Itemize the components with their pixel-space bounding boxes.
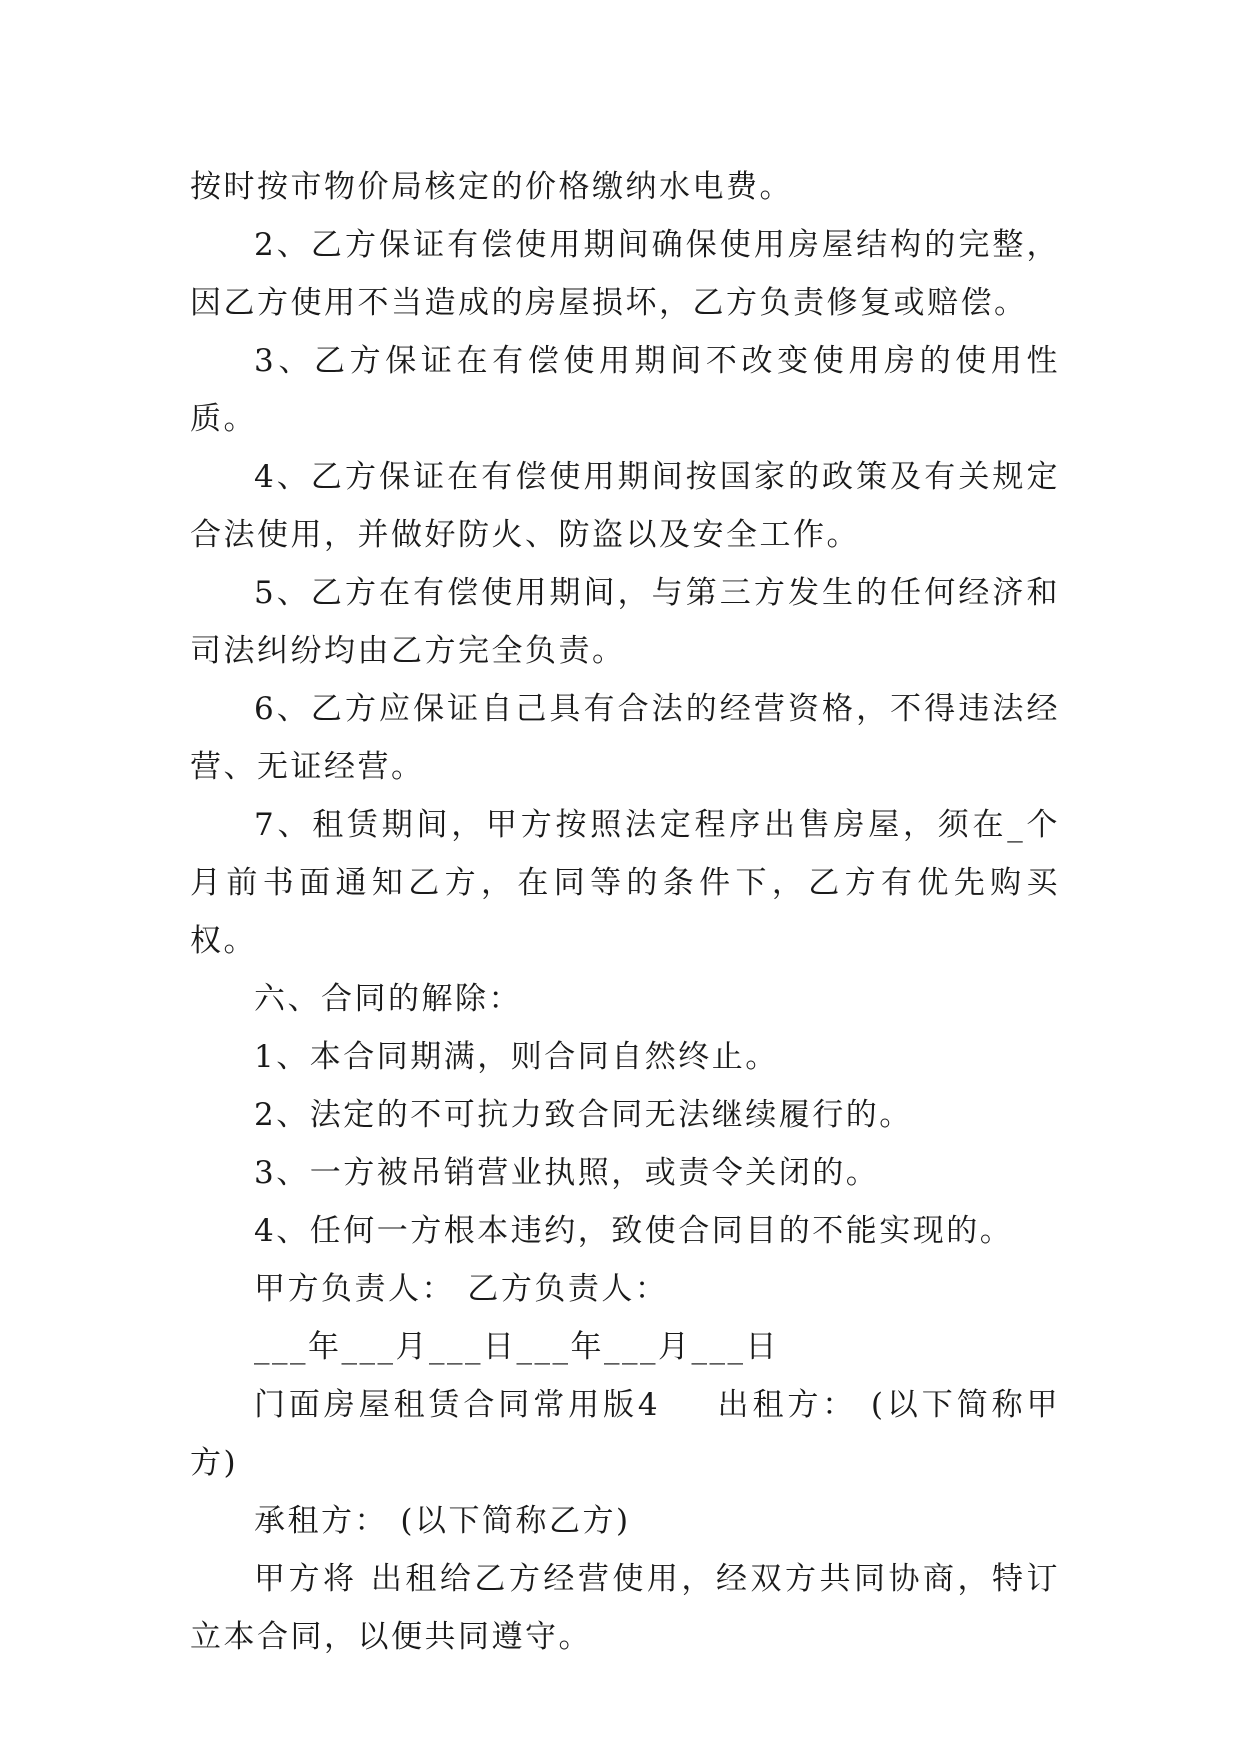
document-body (190, 158, 1060, 1666)
termination-item-2: 2、法定的不可抗力致合同无法继续履行的。 (254, 1097, 913, 1133)
section-heading-termination: 六、合同的解除： (254, 981, 522, 1017)
termination-item-3: 3、一方被吊销营业执照，或责令关闭的。 (254, 1155, 880, 1191)
preamble: 甲方将 出租给乙方经营使用，经双方共同协商，特订立本合同，以便共同遵守。 (190, 1561, 1060, 1655)
clause-6: 6、乙方应保证自己具有合法的经营资格，不得违法经营、无证经营。 (190, 691, 1060, 785)
clause-2: 2、乙方保证有偿使用期间确保使用房屋结构的完整，因乙方使用不当造成的房屋损坏，乙方负责修复或赔偿。 (190, 227, 1060, 321)
lessor-line: 出租方： (以下简称甲方) (190, 1387, 1060, 1481)
lessee-line: 承租方： (以下简称乙方) (254, 1503, 631, 1539)
clause-5: 5、乙方在有偿使用期间，与第三方发生的任何经济和司法纠纷均由乙方完全负责。 (190, 575, 1060, 669)
clause-7: 7、租赁期间，甲方按照法定程序出售房屋，须在_个月前书面通知乙方，在同等的条件下，乙方有优先购买权。 (190, 807, 1060, 959)
clause-3: 3、乙方保证在有偿使用期间不改变使用房的使用性质。 (190, 343, 1060, 437)
date-line: ___年___月___日___年___月___日 (254, 1329, 779, 1365)
termination-item-1: 1、本合同期满，则合同自然终止。 (254, 1039, 779, 1075)
contract-heading (190, 1376, 1060, 1492)
paragraph: 按时按市物价局核定的价格缴纳水电费。 (190, 169, 793, 205)
contract-title: 门面房屋租赁合同常用版4 (254, 1387, 661, 1423)
termination-item-4: 4、任何一方根本违约，致使合同目的不能实现的。 (254, 1213, 1014, 1249)
clause-4: 4、乙方保证在有偿使用期间按国家的政策及有关规定合法使用，并做好防火、防盗以及安全工作。 (190, 459, 1060, 553)
signatories-line: 甲方负责人： 乙方负责人： (254, 1271, 669, 1307)
